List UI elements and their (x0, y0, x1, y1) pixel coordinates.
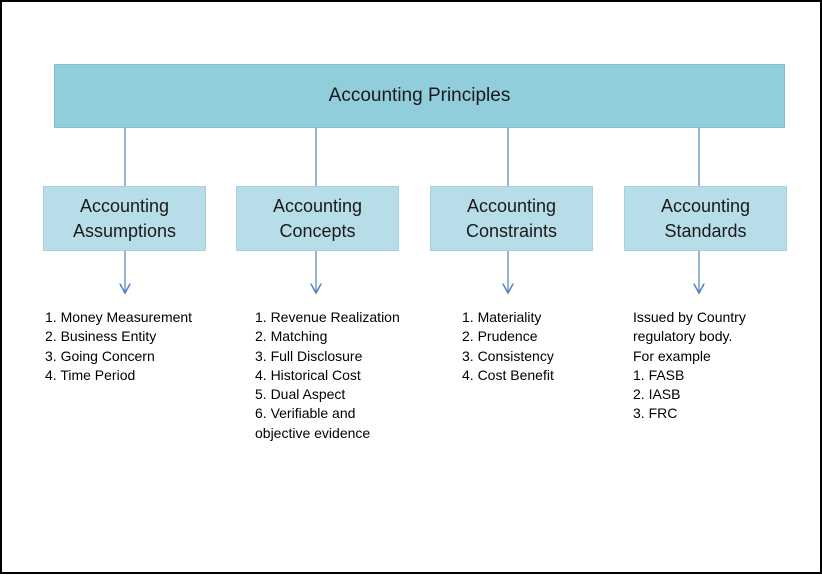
list-item: 1. FASB (633, 366, 685, 383)
list-item: 3. Going Concern (45, 347, 155, 364)
root-node (54, 64, 785, 128)
list-item: 2. IASB (633, 386, 681, 403)
list-item: 1. Revenue Realization (255, 309, 400, 325)
category-node-assumptions (43, 186, 206, 251)
list-item: 6. Verifiable and (255, 405, 356, 422)
category-label-line: Accounting (660, 195, 751, 216)
list-item: 3. FRC (633, 405, 678, 422)
list-item: For example (633, 347, 711, 364)
item-list-assumptions (45, 308, 192, 385)
category-label-line: Constraints (465, 220, 558, 241)
category-label-line: Concepts (279, 220, 356, 241)
list-item: 1. Money Measurement (45, 309, 193, 325)
list-item: 2. Prudence (462, 328, 538, 345)
list-item: regulatory body. (633, 328, 733, 345)
list-item: 2. Business Entity (45, 328, 157, 345)
list-item: objective evidence (255, 424, 371, 441)
category-label-line: Standards (664, 220, 747, 241)
list-item: 5. Dual Aspect (255, 386, 346, 403)
root-node-label: Accounting Principles (328, 85, 511, 106)
list-item: 4. Cost Benefit (462, 366, 554, 383)
list-item: 4. Historical Cost (255, 366, 361, 383)
item-list-constraints (462, 308, 554, 385)
item-list-standards (633, 308, 746, 424)
list-item: 4. Time Period (45, 366, 136, 383)
category-node-concepts (236, 186, 399, 251)
list-item: Issued by Country (633, 309, 746, 325)
category-label-line: Accounting (272, 195, 363, 216)
category-node-standards (624, 186, 787, 251)
list-item: 2. Matching (255, 328, 328, 345)
category-node-constraints (430, 186, 593, 251)
item-list-concepts (255, 308, 400, 443)
category-label-line: Accounting (466, 195, 557, 216)
list-item: 3. Full Disclosure (255, 347, 363, 364)
category-label-line: Accounting (79, 195, 170, 216)
category-label-line: Assumptions (72, 220, 177, 241)
list-item: 1. Materiality (462, 309, 542, 325)
list-item: 3. Consistency (462, 347, 554, 364)
